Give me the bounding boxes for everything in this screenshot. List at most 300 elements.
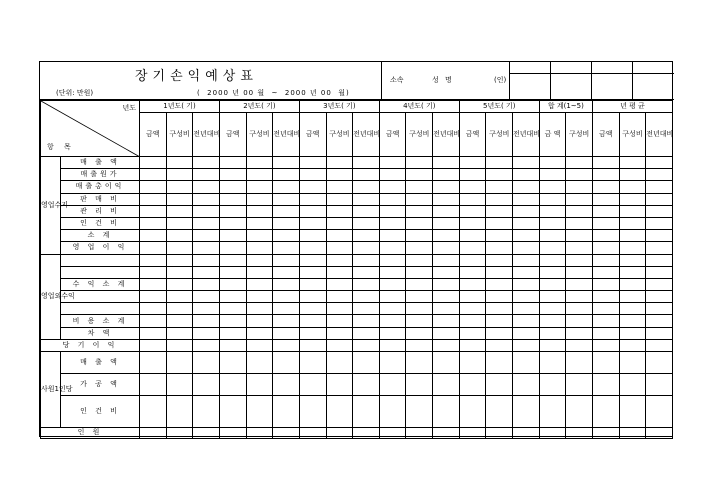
value-cell[interactable] xyxy=(326,193,353,205)
value-cell[interactable] xyxy=(299,181,326,193)
value-cell[interactable] xyxy=(219,315,246,327)
value-cell[interactable] xyxy=(486,217,513,229)
value-cell[interactable] xyxy=(379,427,406,438)
value-cell[interactable] xyxy=(246,373,273,395)
value-cell[interactable] xyxy=(433,217,460,229)
value-cell[interactable] xyxy=(326,339,353,351)
value-cell[interactable] xyxy=(646,181,673,193)
value-cell[interactable] xyxy=(193,327,220,339)
value-cell[interactable] xyxy=(539,266,566,278)
value-cell[interactable] xyxy=(273,395,300,427)
value-cell[interactable] xyxy=(406,373,433,395)
value-cell[interactable] xyxy=(513,266,540,278)
value-cell[interactable] xyxy=(619,327,646,339)
value-cell[interactable] xyxy=(459,242,486,254)
value-cell[interactable] xyxy=(433,351,460,373)
value-cell[interactable] xyxy=(193,181,220,193)
value-cell[interactable] xyxy=(140,205,167,217)
value-cell[interactable] xyxy=(433,230,460,242)
value-cell[interactable] xyxy=(246,217,273,229)
value-cell[interactable] xyxy=(353,254,380,266)
value-cell[interactable] xyxy=(513,291,540,303)
value-cell[interactable] xyxy=(353,157,380,169)
value-cell[interactable] xyxy=(299,193,326,205)
value-cell[interactable] xyxy=(273,291,300,303)
value-cell[interactable] xyxy=(353,242,380,254)
value-cell[interactable] xyxy=(246,351,273,373)
value-cell[interactable] xyxy=(486,169,513,181)
value-cell[interactable] xyxy=(166,315,193,327)
value-cell[interactable] xyxy=(513,315,540,327)
value-cell[interactable] xyxy=(459,169,486,181)
value-cell[interactable] xyxy=(273,373,300,395)
value-cell[interactable] xyxy=(353,427,380,438)
value-cell[interactable] xyxy=(166,395,193,427)
value-cell[interactable] xyxy=(166,373,193,395)
value-cell[interactable] xyxy=(486,373,513,395)
value-cell[interactable] xyxy=(219,157,246,169)
value-cell[interactable] xyxy=(299,205,326,217)
value-cell[interactable] xyxy=(459,217,486,229)
value-cell[interactable] xyxy=(193,205,220,217)
value-cell[interactable] xyxy=(379,205,406,217)
value-cell[interactable] xyxy=(406,339,433,351)
value-cell[interactable] xyxy=(486,278,513,290)
value-cell[interactable] xyxy=(433,303,460,315)
value-cell[interactable] xyxy=(379,193,406,205)
value-cell[interactable] xyxy=(539,327,566,339)
value-cell[interactable] xyxy=(513,395,540,427)
value-cell[interactable] xyxy=(459,181,486,193)
value-cell[interactable] xyxy=(486,230,513,242)
value-cell[interactable] xyxy=(486,315,513,327)
value-cell[interactable] xyxy=(619,205,646,217)
sign-cell[interactable] xyxy=(592,62,633,74)
value-cell[interactable] xyxy=(140,303,167,315)
value-cell[interactable] xyxy=(646,291,673,303)
value-cell[interactable] xyxy=(433,315,460,327)
value-cell[interactable] xyxy=(566,193,593,205)
value-cell[interactable] xyxy=(459,278,486,290)
value-cell[interactable] xyxy=(219,266,246,278)
value-cell[interactable] xyxy=(406,395,433,427)
value-cell[interactable] xyxy=(513,157,540,169)
value-cell[interactable] xyxy=(566,303,593,315)
value-cell[interactable] xyxy=(433,427,460,438)
value-cell[interactable] xyxy=(592,327,619,339)
value-cell[interactable] xyxy=(619,291,646,303)
value-cell[interactable] xyxy=(193,303,220,315)
value-cell[interactable] xyxy=(433,254,460,266)
value-cell[interactable] xyxy=(406,169,433,181)
value-cell[interactable] xyxy=(513,217,540,229)
value-cell[interactable] xyxy=(166,339,193,351)
value-cell[interactable] xyxy=(193,339,220,351)
value-cell[interactable] xyxy=(646,327,673,339)
value-cell[interactable] xyxy=(646,351,673,373)
sign-cell[interactable] xyxy=(510,62,551,74)
value-cell[interactable] xyxy=(459,373,486,395)
value-cell[interactable] xyxy=(273,254,300,266)
value-cell[interactable] xyxy=(353,169,380,181)
value-cell[interactable] xyxy=(459,427,486,438)
value-cell[interactable] xyxy=(219,339,246,351)
value-cell[interactable] xyxy=(273,303,300,315)
value-cell[interactable] xyxy=(459,205,486,217)
value-cell[interactable] xyxy=(566,351,593,373)
value-cell[interactable] xyxy=(246,193,273,205)
value-cell[interactable] xyxy=(299,278,326,290)
value-cell[interactable] xyxy=(326,242,353,254)
value-cell[interactable] xyxy=(592,157,619,169)
value-cell[interactable] xyxy=(379,339,406,351)
value-cell[interactable] xyxy=(326,217,353,229)
value-cell[interactable] xyxy=(219,254,246,266)
value-cell[interactable] xyxy=(592,217,619,229)
value-cell[interactable] xyxy=(379,217,406,229)
value-cell[interactable] xyxy=(406,327,433,339)
value-cell[interactable] xyxy=(166,157,193,169)
value-cell[interactable] xyxy=(459,315,486,327)
value-cell[interactable] xyxy=(326,169,353,181)
value-cell[interactable] xyxy=(246,291,273,303)
value-cell[interactable] xyxy=(592,291,619,303)
value-cell[interactable] xyxy=(193,315,220,327)
value-cell[interactable] xyxy=(513,278,540,290)
value-cell[interactable] xyxy=(459,395,486,427)
value-cell[interactable] xyxy=(326,327,353,339)
value-cell[interactable] xyxy=(140,242,167,254)
value-cell[interactable] xyxy=(219,427,246,438)
value-cell[interactable] xyxy=(166,278,193,290)
value-cell[interactable] xyxy=(353,205,380,217)
value-cell[interactable] xyxy=(646,230,673,242)
value-cell[interactable] xyxy=(539,157,566,169)
value-cell[interactable] xyxy=(246,327,273,339)
value-cell[interactable] xyxy=(486,181,513,193)
value-cell[interactable] xyxy=(326,395,353,427)
value-cell[interactable] xyxy=(646,339,673,351)
value-cell[interactable] xyxy=(353,303,380,315)
value-cell[interactable] xyxy=(326,427,353,438)
value-cell[interactable] xyxy=(140,193,167,205)
value-cell[interactable] xyxy=(326,315,353,327)
value-cell[interactable] xyxy=(486,327,513,339)
value-cell[interactable] xyxy=(353,217,380,229)
value-cell[interactable] xyxy=(433,193,460,205)
value-cell[interactable] xyxy=(406,278,433,290)
value-cell[interactable] xyxy=(513,339,540,351)
value-cell[interactable] xyxy=(592,303,619,315)
value-cell[interactable] xyxy=(646,254,673,266)
value-cell[interactable] xyxy=(246,339,273,351)
value-cell[interactable] xyxy=(246,266,273,278)
value-cell[interactable] xyxy=(513,230,540,242)
value-cell[interactable] xyxy=(353,351,380,373)
value-cell[interactable] xyxy=(353,266,380,278)
value-cell[interactable] xyxy=(592,230,619,242)
value-cell[interactable] xyxy=(619,303,646,315)
value-cell[interactable] xyxy=(592,278,619,290)
value-cell[interactable] xyxy=(592,181,619,193)
value-cell[interactable] xyxy=(619,254,646,266)
value-cell[interactable] xyxy=(592,339,619,351)
value-cell[interactable] xyxy=(539,278,566,290)
value-cell[interactable] xyxy=(273,193,300,205)
value-cell[interactable] xyxy=(326,230,353,242)
value-cell[interactable] xyxy=(353,315,380,327)
value-cell[interactable] xyxy=(406,303,433,315)
value-cell[interactable] xyxy=(379,266,406,278)
value-cell[interactable] xyxy=(353,327,380,339)
value-cell[interactable] xyxy=(326,266,353,278)
value-cell[interactable] xyxy=(566,254,593,266)
value-cell[interactable] xyxy=(619,351,646,373)
value-cell[interactable] xyxy=(353,339,380,351)
value-cell[interactable] xyxy=(646,217,673,229)
value-cell[interactable] xyxy=(566,169,593,181)
value-cell[interactable] xyxy=(379,373,406,395)
value-cell[interactable] xyxy=(166,181,193,193)
value-cell[interactable] xyxy=(273,242,300,254)
value-cell[interactable] xyxy=(273,427,300,438)
value-cell[interactable] xyxy=(646,157,673,169)
value-cell[interactable] xyxy=(406,266,433,278)
value-cell[interactable] xyxy=(566,291,593,303)
value-cell[interactable] xyxy=(219,395,246,427)
value-cell[interactable] xyxy=(646,303,673,315)
value-cell[interactable] xyxy=(299,327,326,339)
value-cell[interactable] xyxy=(539,291,566,303)
value-cell[interactable] xyxy=(299,254,326,266)
value-cell[interactable] xyxy=(539,373,566,395)
value-cell[interactable] xyxy=(193,373,220,395)
value-cell[interactable] xyxy=(273,327,300,339)
value-cell[interactable] xyxy=(486,266,513,278)
value-cell[interactable] xyxy=(539,427,566,438)
value-cell[interactable] xyxy=(539,169,566,181)
value-cell[interactable] xyxy=(406,242,433,254)
value-cell[interactable] xyxy=(166,351,193,373)
value-cell[interactable] xyxy=(406,157,433,169)
value-cell[interactable] xyxy=(299,373,326,395)
value-cell[interactable] xyxy=(326,373,353,395)
value-cell[interactable] xyxy=(193,291,220,303)
value-cell[interactable] xyxy=(566,181,593,193)
value-cell[interactable] xyxy=(193,254,220,266)
value-cell[interactable] xyxy=(433,373,460,395)
value-cell[interactable] xyxy=(140,327,167,339)
value-cell[interactable] xyxy=(193,266,220,278)
value-cell[interactable] xyxy=(299,315,326,327)
value-cell[interactable] xyxy=(273,351,300,373)
value-cell[interactable] xyxy=(513,205,540,217)
value-cell[interactable] xyxy=(406,315,433,327)
value-cell[interactable] xyxy=(513,351,540,373)
value-cell[interactable] xyxy=(166,205,193,217)
value-cell[interactable] xyxy=(566,327,593,339)
value-cell[interactable] xyxy=(459,303,486,315)
value-cell[interactable] xyxy=(486,242,513,254)
value-cell[interactable] xyxy=(459,266,486,278)
value-cell[interactable] xyxy=(246,278,273,290)
value-cell[interactable] xyxy=(619,230,646,242)
value-cell[interactable] xyxy=(566,278,593,290)
value-cell[interactable] xyxy=(379,278,406,290)
value-cell[interactable] xyxy=(619,373,646,395)
value-cell[interactable] xyxy=(193,351,220,373)
value-cell[interactable] xyxy=(619,217,646,229)
value-cell[interactable] xyxy=(379,315,406,327)
value-cell[interactable] xyxy=(379,303,406,315)
value-cell[interactable] xyxy=(193,395,220,427)
value-cell[interactable] xyxy=(406,427,433,438)
value-cell[interactable] xyxy=(166,230,193,242)
value-cell[interactable] xyxy=(299,339,326,351)
value-cell[interactable] xyxy=(140,169,167,181)
value-cell[interactable] xyxy=(646,395,673,427)
value-cell[interactable] xyxy=(406,351,433,373)
value-cell[interactable] xyxy=(539,181,566,193)
value-cell[interactable] xyxy=(379,242,406,254)
value-cell[interactable] xyxy=(459,339,486,351)
value-cell[interactable] xyxy=(406,205,433,217)
value-cell[interactable] xyxy=(592,266,619,278)
value-cell[interactable] xyxy=(433,181,460,193)
value-cell[interactable] xyxy=(299,242,326,254)
value-cell[interactable] xyxy=(379,169,406,181)
value-cell[interactable] xyxy=(406,230,433,242)
value-cell[interactable] xyxy=(166,303,193,315)
value-cell[interactable] xyxy=(513,373,540,395)
value-cell[interactable] xyxy=(646,205,673,217)
value-cell[interactable] xyxy=(273,266,300,278)
value-cell[interactable] xyxy=(539,230,566,242)
value-cell[interactable] xyxy=(513,169,540,181)
value-cell[interactable] xyxy=(459,291,486,303)
value-cell[interactable] xyxy=(539,193,566,205)
value-cell[interactable] xyxy=(140,181,167,193)
value-cell[interactable] xyxy=(299,303,326,315)
value-cell[interactable] xyxy=(592,351,619,373)
value-cell[interactable] xyxy=(513,427,540,438)
value-cell[interactable] xyxy=(246,205,273,217)
value-cell[interactable] xyxy=(273,230,300,242)
value-cell[interactable] xyxy=(486,427,513,438)
value-cell[interactable] xyxy=(486,157,513,169)
value-cell[interactable] xyxy=(379,157,406,169)
value-cell[interactable] xyxy=(326,291,353,303)
value-cell[interactable] xyxy=(592,169,619,181)
value-cell[interactable] xyxy=(513,181,540,193)
value-cell[interactable] xyxy=(539,254,566,266)
value-cell[interactable] xyxy=(353,181,380,193)
value-cell[interactable] xyxy=(140,278,167,290)
value-cell[interactable] xyxy=(219,327,246,339)
value-cell[interactable] xyxy=(646,242,673,254)
value-cell[interactable] xyxy=(140,339,167,351)
value-cell[interactable] xyxy=(273,205,300,217)
value-cell[interactable] xyxy=(219,193,246,205)
value-cell[interactable] xyxy=(459,254,486,266)
value-cell[interactable] xyxy=(513,254,540,266)
value-cell[interactable] xyxy=(486,303,513,315)
value-cell[interactable] xyxy=(566,395,593,427)
value-cell[interactable] xyxy=(219,351,246,373)
value-cell[interactable] xyxy=(619,157,646,169)
value-cell[interactable] xyxy=(166,266,193,278)
value-cell[interactable] xyxy=(219,278,246,290)
value-cell[interactable] xyxy=(433,169,460,181)
value-cell[interactable] xyxy=(379,254,406,266)
value-cell[interactable] xyxy=(219,242,246,254)
value-cell[interactable] xyxy=(299,217,326,229)
value-cell[interactable] xyxy=(246,230,273,242)
value-cell[interactable] xyxy=(619,278,646,290)
value-cell[interactable] xyxy=(140,373,167,395)
value-cell[interactable] xyxy=(566,427,593,438)
value-cell[interactable] xyxy=(539,395,566,427)
value-cell[interactable] xyxy=(273,157,300,169)
value-cell[interactable] xyxy=(273,339,300,351)
value-cell[interactable] xyxy=(166,193,193,205)
value-cell[interactable] xyxy=(166,254,193,266)
value-cell[interactable] xyxy=(273,278,300,290)
value-cell[interactable] xyxy=(140,230,167,242)
value-cell[interactable] xyxy=(486,205,513,217)
value-cell[interactable] xyxy=(193,278,220,290)
value-cell[interactable] xyxy=(406,193,433,205)
value-cell[interactable] xyxy=(299,427,326,438)
value-cell[interactable] xyxy=(646,169,673,181)
sign-cell[interactable] xyxy=(551,62,592,74)
value-cell[interactable] xyxy=(193,169,220,181)
value-cell[interactable] xyxy=(246,315,273,327)
value-cell[interactable] xyxy=(219,205,246,217)
value-cell[interactable] xyxy=(513,242,540,254)
value-cell[interactable] xyxy=(566,242,593,254)
value-cell[interactable] xyxy=(486,395,513,427)
value-cell[interactable] xyxy=(219,291,246,303)
value-cell[interactable] xyxy=(406,217,433,229)
value-cell[interactable] xyxy=(273,181,300,193)
value-cell[interactable] xyxy=(299,230,326,242)
value-cell[interactable] xyxy=(646,266,673,278)
value-cell[interactable] xyxy=(140,427,167,438)
value-cell[interactable] xyxy=(353,291,380,303)
value-cell[interactable] xyxy=(619,169,646,181)
value-cell[interactable] xyxy=(353,373,380,395)
value-cell[interactable] xyxy=(166,427,193,438)
value-cell[interactable] xyxy=(193,230,220,242)
value-cell[interactable] xyxy=(246,395,273,427)
value-cell[interactable] xyxy=(166,217,193,229)
value-cell[interactable] xyxy=(193,157,220,169)
value-cell[interactable] xyxy=(353,395,380,427)
sign-cell[interactable] xyxy=(633,62,674,74)
value-cell[interactable] xyxy=(326,351,353,373)
value-cell[interactable] xyxy=(646,278,673,290)
value-cell[interactable] xyxy=(406,254,433,266)
value-cell[interactable] xyxy=(592,395,619,427)
value-cell[interactable] xyxy=(140,254,167,266)
value-cell[interactable] xyxy=(433,205,460,217)
value-cell[interactable] xyxy=(246,181,273,193)
value-cell[interactable] xyxy=(566,373,593,395)
value-cell[interactable] xyxy=(246,303,273,315)
value-cell[interactable] xyxy=(619,181,646,193)
value-cell[interactable] xyxy=(592,242,619,254)
